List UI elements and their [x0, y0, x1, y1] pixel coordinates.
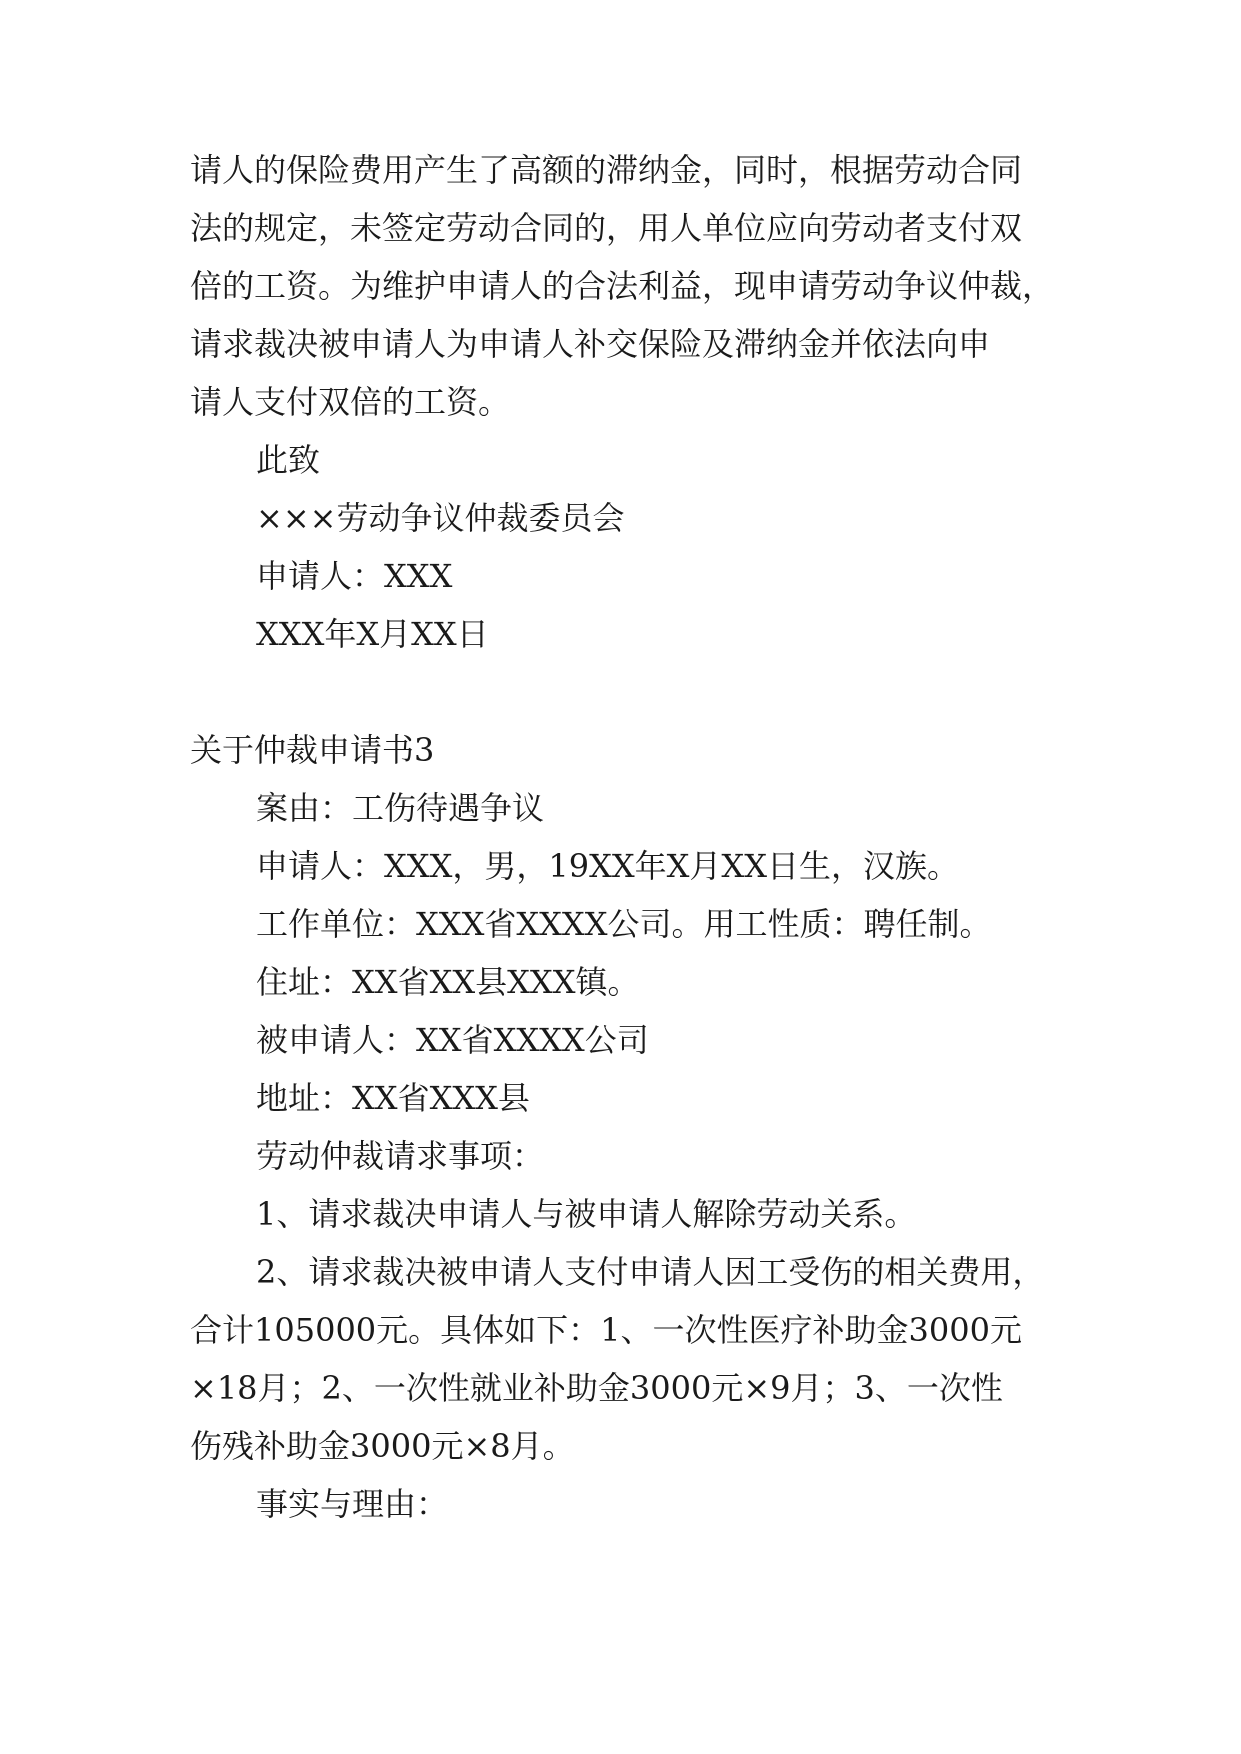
- applicant-signature: 申请人：XXX: [256, 557, 453, 595]
- body-line: 请求裁决被申请人为申请人补交保险及滞纳金并依法向申: [190, 325, 991, 363]
- claim-item: 1、请求裁决申请人与被申请人解除劳动关系。: [256, 1195, 917, 1233]
- respondent-address: 地址：XX省XXX县: [256, 1079, 530, 1117]
- case-cause: 案由：工伤待遇争议: [256, 789, 545, 827]
- claims-heading: 劳动仲裁请求事项：: [256, 1137, 545, 1175]
- body-line: 法的规定，未签定劳动合同的，用人单位应向劳动者支付双: [190, 209, 1023, 247]
- applicant-address: 住址：XX省XX县XXX镇。: [256, 963, 640, 1001]
- salutation: 此致: [256, 441, 321, 479]
- claim-item-continued: ×18月；2、一次性就业补助金3000元×9月；3、一次性: [190, 1369, 1003, 1407]
- claim-item: 2、请求裁决被申请人支付申请人因工受伤的相关费用，: [256, 1253, 1045, 1291]
- recipient: ×××劳动争议仲裁委员会: [256, 499, 625, 537]
- applicant-info: 申请人：XXX，男，19XX年X月XX日生，汉族。: [256, 847, 959, 885]
- signature-date: XXX年X月XX日: [256, 615, 489, 653]
- claim-item-continued: 伤残补助金3000元×8月。: [190, 1427, 575, 1465]
- body-line: 倍的工资。为维护申请人的合法利益，现申请劳动争议仲裁，: [190, 267, 1055, 305]
- section-title: 关于仲裁申请书3: [190, 731, 435, 769]
- facts-heading: 事实与理由：: [256, 1485, 449, 1523]
- claim-item-continued: 合计105000元。具体如下：1、一次性医疗补助金3000元: [190, 1311, 1022, 1349]
- respondent-info: 被申请人：XX省XXXX公司: [256, 1021, 649, 1059]
- body-line: 请人的保险费用产生了高额的滞纳金，同时，根据劳动合同: [190, 151, 1023, 189]
- employer-info: 工作单位：XXX省XXXX公司。用工性质：聘任制。: [256, 905, 992, 943]
- body-line: 请人支付双倍的工资。: [190, 383, 511, 421]
